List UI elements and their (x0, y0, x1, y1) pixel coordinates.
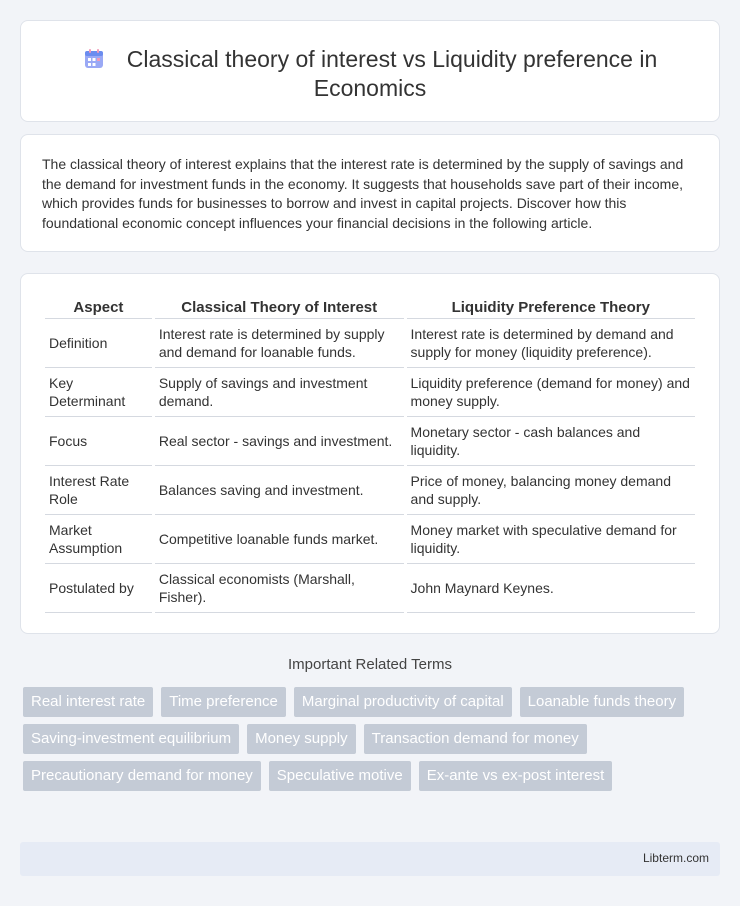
footer-site-link[interactable]: Libterm.com (642, 851, 709, 865)
row-classical: Classical economists (Marshall, Fisher). (155, 564, 404, 613)
related-term-tag[interactable]: Ex-ante vs ex-post interest (419, 761, 613, 791)
calendar-icon (83, 48, 105, 70)
row-liquidity: John Maynard Keynes. (407, 564, 695, 613)
related-term-tag[interactable]: Real interest rate (23, 687, 153, 717)
header-aspect: Aspect (45, 294, 152, 319)
row-liquidity: Money market with speculative demand for liquidity. (407, 515, 695, 564)
related-term-tag[interactable]: Time preference (161, 687, 286, 717)
header-liquidity: Liquidity Preference Theory (407, 294, 695, 319)
row-liquidity: Liquidity preference (demand for money) and money supply. (407, 368, 695, 417)
related-terms-heading: Important Related Terms (288, 656, 452, 673)
row-classical: Supply of savings and investment demand. (155, 368, 404, 417)
related-term-tag[interactable]: Precautionary demand for money (23, 761, 261, 791)
title-card (20, 20, 720, 122)
row-aspect: Postulated by (45, 564, 152, 613)
table-row (45, 564, 695, 613)
related-term-tag[interactable]: Marginal productivity of capital (294, 687, 512, 717)
row-aspect: Focus (45, 417, 152, 466)
row-liquidity: Price of money, balancing money demand and supply. (407, 466, 695, 515)
row-aspect: Market Assumption (45, 515, 152, 564)
row-classical: Real sector - savings and investment. (155, 417, 404, 466)
related-terms-list (23, 687, 703, 791)
comparison-table (42, 294, 698, 613)
related-term-tag[interactable]: Transaction demand for money (364, 724, 587, 754)
table-row (45, 368, 695, 417)
table-row (45, 515, 695, 564)
row-classical: Competitive loanable funds market. (155, 515, 404, 564)
comparison-card (20, 273, 720, 634)
page-title: Classical theory of interest vs Liquidity preference in Economics (126, 46, 658, 101)
intro-paragraph: The classical theory of interest explains that the interest rate is determined by the supply of savings and the demand for investment funds in the economy. It suggests that households save part of their income, which provides funds for businesses to borrow and invest in capital projects. Discover how this foundational economic concept influences your financial decisions in the following article. (42, 156, 684, 231)
row-aspect: Definition (45, 319, 152, 368)
footer (20, 842, 720, 876)
row-classical: Interest rate is determined by supply and demand for loanable funds. (155, 319, 404, 368)
page-title-wrap (21, 45, 719, 103)
row-liquidity: Monetary sector - cash balances and liquidity. (407, 417, 695, 466)
row-liquidity: Interest rate is determined by demand and supply for money (liquidity preference). (407, 319, 695, 368)
related-term-tag[interactable]: Speculative motive (269, 761, 411, 791)
related-term-tag[interactable]: Money supply (247, 724, 356, 754)
row-aspect: Interest Rate Role (45, 466, 152, 515)
table-row (45, 417, 695, 466)
table-header-row (45, 294, 695, 319)
table-row (45, 466, 695, 515)
row-aspect: Key Determinant (45, 368, 152, 417)
row-classical: Balances saving and investment. (155, 466, 404, 515)
related-term-tag[interactable]: Saving-investment equilibrium (23, 724, 239, 754)
header-classical: Classical Theory of Interest (155, 294, 404, 319)
intro-card (20, 134, 720, 252)
related-term-tag[interactable]: Loanable funds theory (520, 687, 684, 717)
table-row (45, 319, 695, 368)
